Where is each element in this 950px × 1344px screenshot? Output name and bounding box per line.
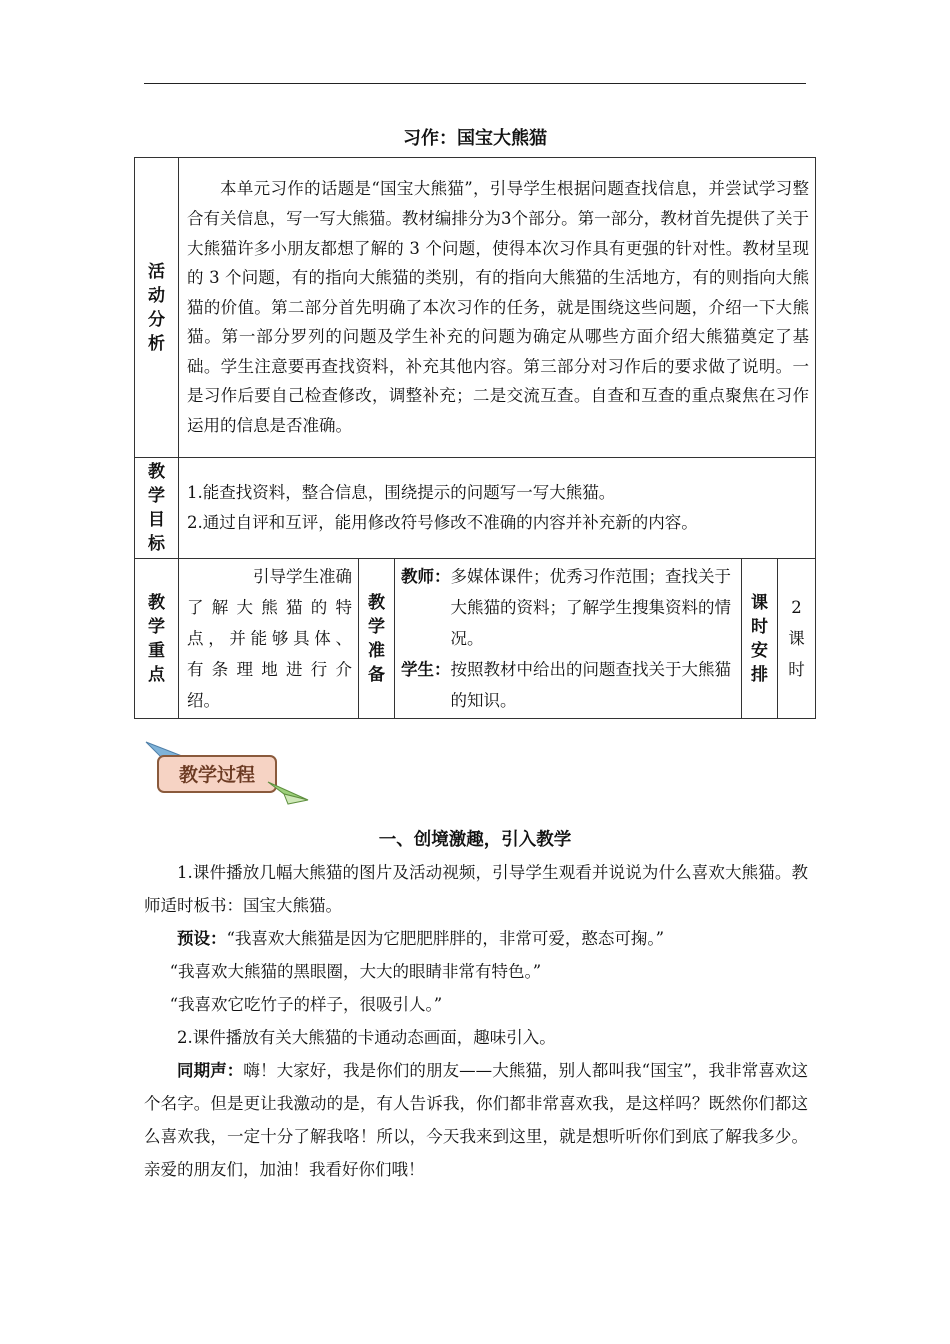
hours-label: 课时安排 bbox=[751, 592, 768, 685]
goal-item-1: 1.能查找资料，整合信息，围绕提示的问题写一写大熊猫。 bbox=[187, 483, 616, 502]
paragraph: 2.课件播放有关大熊猫的卡通动态画面，趣味引入。 bbox=[177, 1028, 556, 1047]
goals-label-cell bbox=[135, 458, 179, 559]
goals-cell bbox=[179, 458, 816, 559]
goals-label: 教学目标 bbox=[148, 462, 165, 554]
quote: “我喜欢大熊猫的黑眼圈，大大的眼睛非常有特色。” bbox=[169, 962, 542, 981]
voice-text: 嗨！大家好，我是你们的朋友——大熊猫，别人都叫我“国宝”，我非常喜欢这个名字。但是更让我激动的是，有人告诉我，你们都非常喜欢我，是这样吗？既然你们都这么喜欢我，一定十分了解我咯！所以，今天我来到这里，就是想听听你们到底了解我多少。亲爱的朋友们，加油！我看好你们哦！ bbox=[144, 1061, 809, 1179]
analysis-label: 活动分析 bbox=[148, 261, 165, 354]
student-label: 学生： bbox=[401, 660, 451, 679]
prep-label: 教学准备 bbox=[368, 592, 385, 685]
analysis-label-cell bbox=[135, 158, 179, 458]
section-title: 一、创境激趣，引入教学 bbox=[378, 830, 572, 850]
prep-cell bbox=[395, 559, 742, 719]
teaching-process-banner bbox=[142, 738, 312, 808]
focus-line: 了解大熊猫的特 bbox=[187, 598, 352, 617]
analysis-text: 本单元习作的话题是“国宝大熊猫”，引导学生根据问题查找信息，并尝试学习整合有关信息，写一写大熊猫。教材编排分为3个部分。第一部分，教材首先提供了关于大熊猫许多小朋友都想了解的 3 个问题，使得本次习作具有更强的针对性。教材呈现的 3 个问题，有的指向大熊猫的类别，有的指向大熊猫的生活地方，有的则指向大熊猫的价值。第二部分首先明确了本次习作的任务，就是围绕这些问题，介绍一下大熊猫。第一部分罗列的问题及学生补充的问题为确定从哪些方面介绍大熊猫奠定了基础。学生注意要再查找资料，补充其他内容。第三部分对习作后的要求做了说明。一是习作后要自己检查修改，调整补充；二是交流互查。自查和互查的重点聚焦在习作运用的信息是否准确。 bbox=[187, 179, 809, 436]
goal-item-2: 2.通过自评和互评，能用修改符号修改不准确的内容并补充新的内容。 bbox=[187, 513, 698, 532]
quote: “我喜欢它吃竹子的样子，很吸引人。” bbox=[169, 995, 443, 1014]
focus-label-cell bbox=[135, 559, 179, 719]
focus-line: 点，并能够具体、 bbox=[187, 629, 352, 648]
focus-label: 教学重点 bbox=[148, 592, 165, 685]
student-text: 按照教材中给出的问题查找关于大熊猫的知识。 bbox=[450, 660, 731, 710]
prep-label-cell bbox=[359, 559, 395, 719]
focus-text bbox=[179, 559, 358, 718]
header-rule bbox=[144, 83, 806, 84]
hours-cell bbox=[778, 559, 816, 719]
paragraph: 1.课件播放几幅大熊猫的图片及活动视频，引导学生观看并说说为什么喜欢大熊猫。教师适时板书：国宝大熊猫。 bbox=[144, 863, 808, 915]
focus-line: 引导学生准确 bbox=[253, 567, 352, 586]
focus-cell bbox=[179, 559, 359, 719]
teacher-text: 多媒体课件；优秀习作范围；查找关于大熊猫的资料；了解学生搜集资料的情况。 bbox=[450, 567, 731, 648]
page-title: 习作：国宝大熊猫 bbox=[403, 128, 547, 149]
voice-paragraph bbox=[144, 1054, 808, 1186]
hours-label-cell bbox=[742, 559, 778, 719]
preset-paragraph bbox=[144, 922, 808, 955]
focus-line: 绍。 bbox=[187, 691, 220, 710]
analysis-cell bbox=[179, 158, 816, 458]
hours-value: 2 课时 bbox=[788, 598, 805, 679]
section-body bbox=[144, 856, 808, 1186]
paper-plane-icon bbox=[268, 782, 308, 804]
banner-text: 教学过程 bbox=[178, 764, 256, 786]
teacher-label: 教师： bbox=[401, 567, 451, 586]
preset-text: “我喜欢大熊猫是因为它肥肥胖胖的，非常可爱，憨态可掬。” bbox=[226, 929, 665, 948]
focus-line: 有条理地进行介 bbox=[187, 660, 352, 679]
voice-label: 同期声： bbox=[177, 1061, 244, 1080]
lesson-plan-table bbox=[134, 157, 816, 719]
preset-label: 预设： bbox=[177, 929, 227, 948]
